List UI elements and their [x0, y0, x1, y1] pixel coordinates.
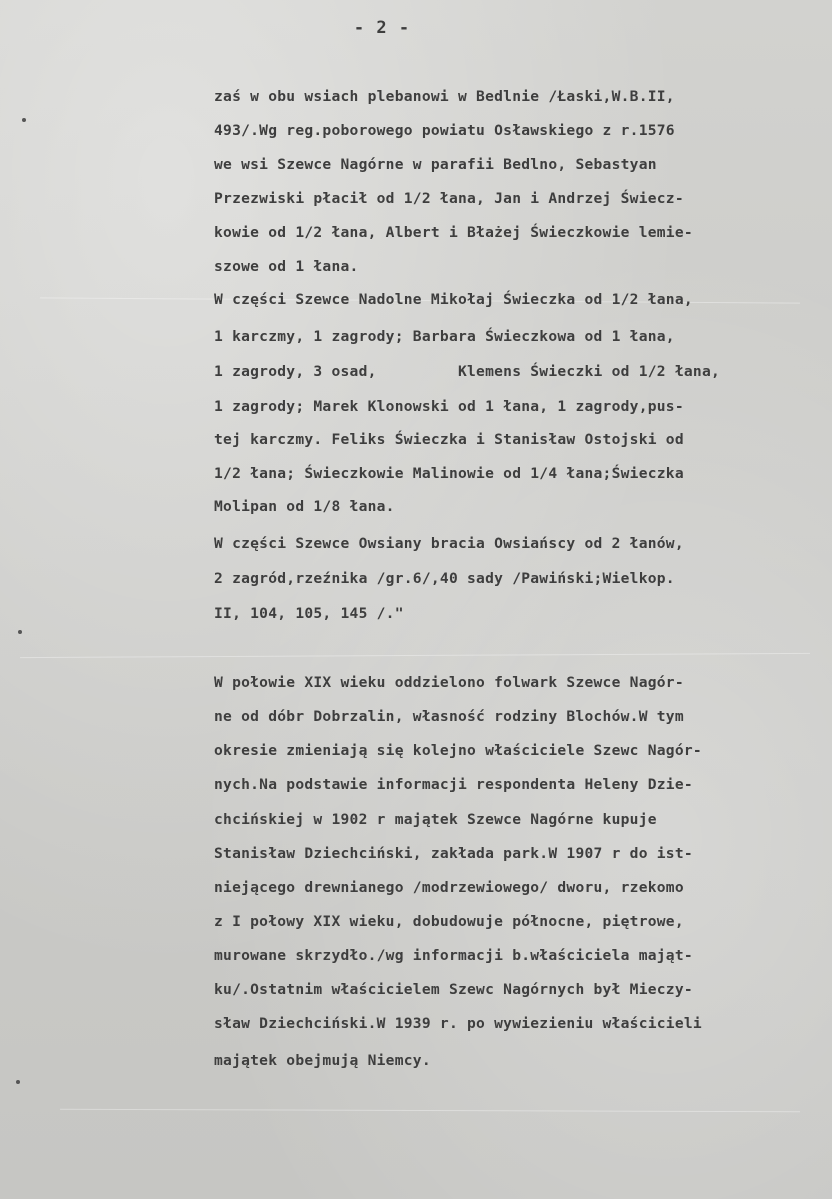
text-line: Przezwiski płacił od 1/2 łana, Jan i Andrzej Świecz- [214, 190, 684, 207]
text-line: nych.Na podstawie informacji respondenta Heleny Dzie- [214, 776, 693, 793]
paper-speck [22, 118, 26, 122]
text-line: szowe od 1 łana. [214, 258, 359, 275]
text-line: murowane skrzydło./wg informacji b.właściciela mająt- [214, 947, 693, 964]
text-line: 2 zagród,rzeźnika /gr.6/,40 sady /Pawiński;Wielkop. [214, 570, 675, 587]
text-line: Stanisław Dziechciński, zakłada park.W 1907 r do ist- [214, 845, 693, 862]
page-number: - 2 - [353, 18, 411, 38]
text-line: zaś w obu wsiach plebanowi w Bedlnie /Łaski,W.B.II, [214, 88, 675, 105]
text-line: Molipan od 1/8 łana. [214, 498, 395, 515]
text-line: 1/2 łana; Świeczkowie Malinowie od 1/4 łana;Świeczka [214, 465, 684, 482]
text-line: W połowie XIX wieku oddzielono folwark Szewce Nagór- [214, 674, 684, 691]
text-line: 1 zagrody; Marek Klonowski od 1 łana, 1 zagrody,pus- [214, 398, 684, 415]
text-line: W części Szewce Owsiany bracia Owsiańscy od 2 łanów, [214, 535, 684, 552]
text-line: 493/.Wg reg.poborowego powiatu Osławskiego z r.1576 [214, 122, 675, 139]
text-line: niejącego drewnianego /modrzewiowego/ dworu, rzekomo [214, 879, 684, 896]
text-line: okresie zmieniają się kolejno właściciele Szewc Nagór- [214, 742, 702, 759]
text-line: chcińskiej w 1902 r majątek Szewce Nagórne kupuje [214, 811, 657, 828]
paper-crease [60, 1109, 800, 1113]
text-line: majątek obejmują Niemcy. [214, 1052, 431, 1069]
text-line: II, 104, 105, 145 /." [214, 605, 404, 622]
text-line: 1 karczmy, 1 zagrody; Barbara Świeczkowa od 1 łana, [214, 328, 675, 345]
text-line: 1 zagrody, 3 osad, Klemens Świeczki od 1/2 łana, [214, 363, 721, 380]
text-line: ku/.Ostatnim właścicielem Szewc Nagórnych był Mieczy- [214, 981, 693, 998]
text-line: sław Dziechciński.W 1939 r. po wywiezieniu właścicieli [214, 1015, 702, 1032]
text-line: ne od dóbr Dobrzalin, własność rodziny Blochów.W tym [214, 708, 684, 725]
paper-speck [18, 630, 22, 634]
paper-speck [16, 1080, 20, 1084]
text-line: z I połowy XIX wieku, dobudowuje północne, piętrowe, [214, 913, 684, 930]
paper-crease [20, 653, 810, 658]
text-line: W części Szewce Nadolne Mikołaj Świeczka od 1/2 łana, [214, 291, 693, 308]
text-line: tej karczmy. Feliks Świeczka i Stanisław Ostojski od [214, 431, 684, 448]
text-line: we wsi Szewce Nagórne w parafii Bedlno, Sebastyan [214, 156, 657, 173]
text-line: kowie od 1/2 łana, Albert i Błażej Świeczkowie lemie- [214, 224, 693, 241]
